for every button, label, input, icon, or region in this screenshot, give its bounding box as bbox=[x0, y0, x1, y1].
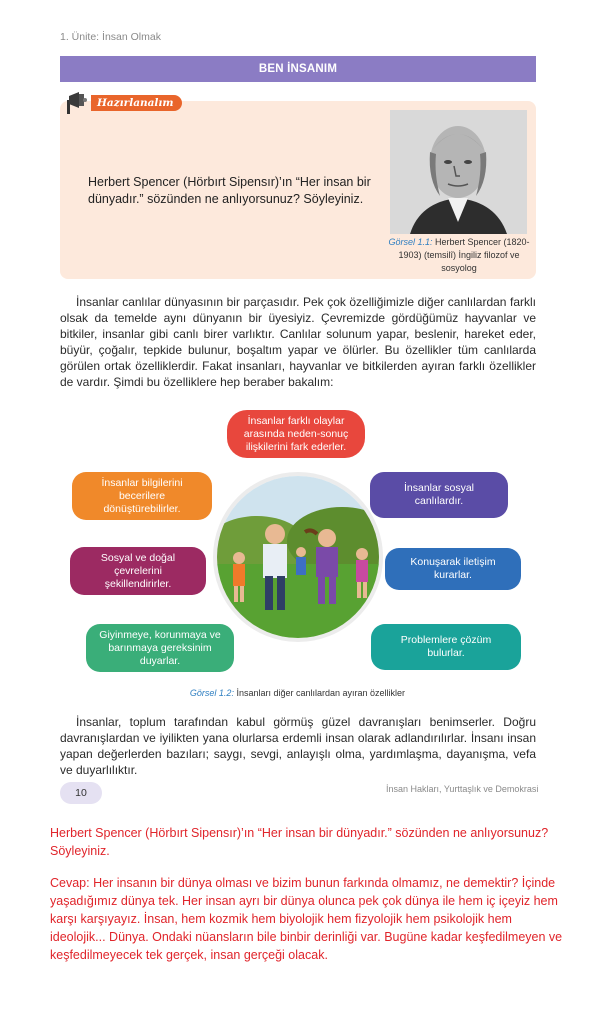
megaphone-icon bbox=[63, 88, 93, 118]
child-back bbox=[296, 547, 306, 575]
feature-shape-environment: Sosyal ve doğal çevrelerini şekillendirirler. bbox=[70, 547, 206, 595]
unit-number: 1. Ünite: bbox=[60, 31, 100, 43]
figure-2-caption bbox=[0, 688, 595, 698]
prep-badge bbox=[63, 88, 182, 118]
course-title: İnsan Hakları, Yurttaşlık ve Demokrasi bbox=[386, 784, 539, 794]
paragraph-1-text: İnsanlar canlılar dünyasının bir parçasıdır. Pek çok özelliğimizle diğer canlılardan farklı olsak da temelde aynı dünyanın bir üyesiyiz. Çevremizde gördüğümüz hayvanlar ve bitkiler, insanlar gibi canlı birer varlıktır. Canlılar solunum yapar, beslenir, hareket eder, büyür, çoğalır, tepkide bulunur, boşaltım yapar ve ölürler. Bu özellikler tüm canlılarda görülen ortak özelliklerdir. Fakat insanları, hayvanlar ve bitkilerden ayıran farklı özellikler de vardır. Şimdi bu özelliklere hep beraber bakalım: bbox=[60, 295, 536, 389]
figure-1-caption bbox=[386, 236, 532, 275]
section-title-bar: BEN İNSANIM bbox=[60, 56, 536, 82]
prep-badge-label: Hazırlanalım bbox=[91, 95, 182, 111]
feature-problem-solving: Problemlere çözüm bulurlar. bbox=[371, 624, 521, 670]
feature-needs: Giyinmeye, korunmaya ve barınmaya gereksinim duyarlar. bbox=[86, 624, 234, 672]
figure-2-text: İnsanları diğer canlılardan ayıran özellikler bbox=[236, 688, 406, 698]
paragraph-2-text: İnsanlar, toplum tarafından kabul görmüş güzel davranışları benimserler. Doğru davranışlardan ve iyilikten yana olurlarsa erdemli insan olarak adlandırılırlar. İnsanı insan yapan değerlerden bazıları; saygı, sevgi, anlayışlı olma, yardımlaşma, dayanışma, vefa ve duyarlılıktır. bbox=[60, 715, 536, 777]
answer-text: Cevap: Her insanın bir dünya olması ve bizim bunun farkında olmamız, ne demektir? İçinde yaşadığımız dünya tek. Her insan ayrı bir dünya olunca pek çok dünya ile hem iç içeyiz hem karşı karşıyayız. İnsan, hem kozmik hem biyolojik hem fizyolojik hem psikolojik hem ideolojik... Dünya. Ondaki nüansların bile binbir derinliği var. Bugüne kadar keşfedilmeyen ve keşfedilmeyecek tek gerçek, insan gerçeği olacak. bbox=[50, 876, 563, 962]
feature-cause-effect: İnsanlar farklı olaylar arasında neden-sonuç ilişkilerini fark ederler. bbox=[227, 410, 365, 458]
feature-social: İnsanlar sosyal canlılardır. bbox=[370, 472, 508, 518]
feature-communication: Konuşarak iletişim kurarlar. bbox=[385, 548, 521, 590]
unit-title: İnsan Olmak bbox=[102, 31, 161, 43]
children-running-photo bbox=[213, 472, 383, 642]
paragraph-1 bbox=[60, 294, 536, 390]
figure-2-label: Görsel 1.2: bbox=[189, 688, 234, 698]
figure-1-label: Görsel 1.1: bbox=[388, 237, 433, 247]
prep-question: Herbert Spencer (Hörbırt Sipensır)’ın “Her insan bir dünyadır.” sözünden ne anlıyorsunuz? Söyleyiniz. bbox=[88, 175, 371, 206]
spencer-portrait bbox=[390, 110, 527, 234]
page-number: 10 bbox=[60, 782, 102, 804]
feature-skills: İnsanlar bilgilerini becerilere dönüştürebilirler. bbox=[72, 472, 212, 520]
unit-header bbox=[60, 31, 161, 43]
paragraph-2 bbox=[60, 714, 536, 778]
answer-question: Herbert Spencer (Hörbırt Sipensır)’ın “Her insan bir dünyadır.” sözünden ne anlıyorsunuz? Söyleyiniz. bbox=[50, 826, 549, 858]
figure-1-text: Herbert Spencer (1820-1903) (temsilî) İngiliz filozof ve sosyolog bbox=[398, 237, 530, 273]
